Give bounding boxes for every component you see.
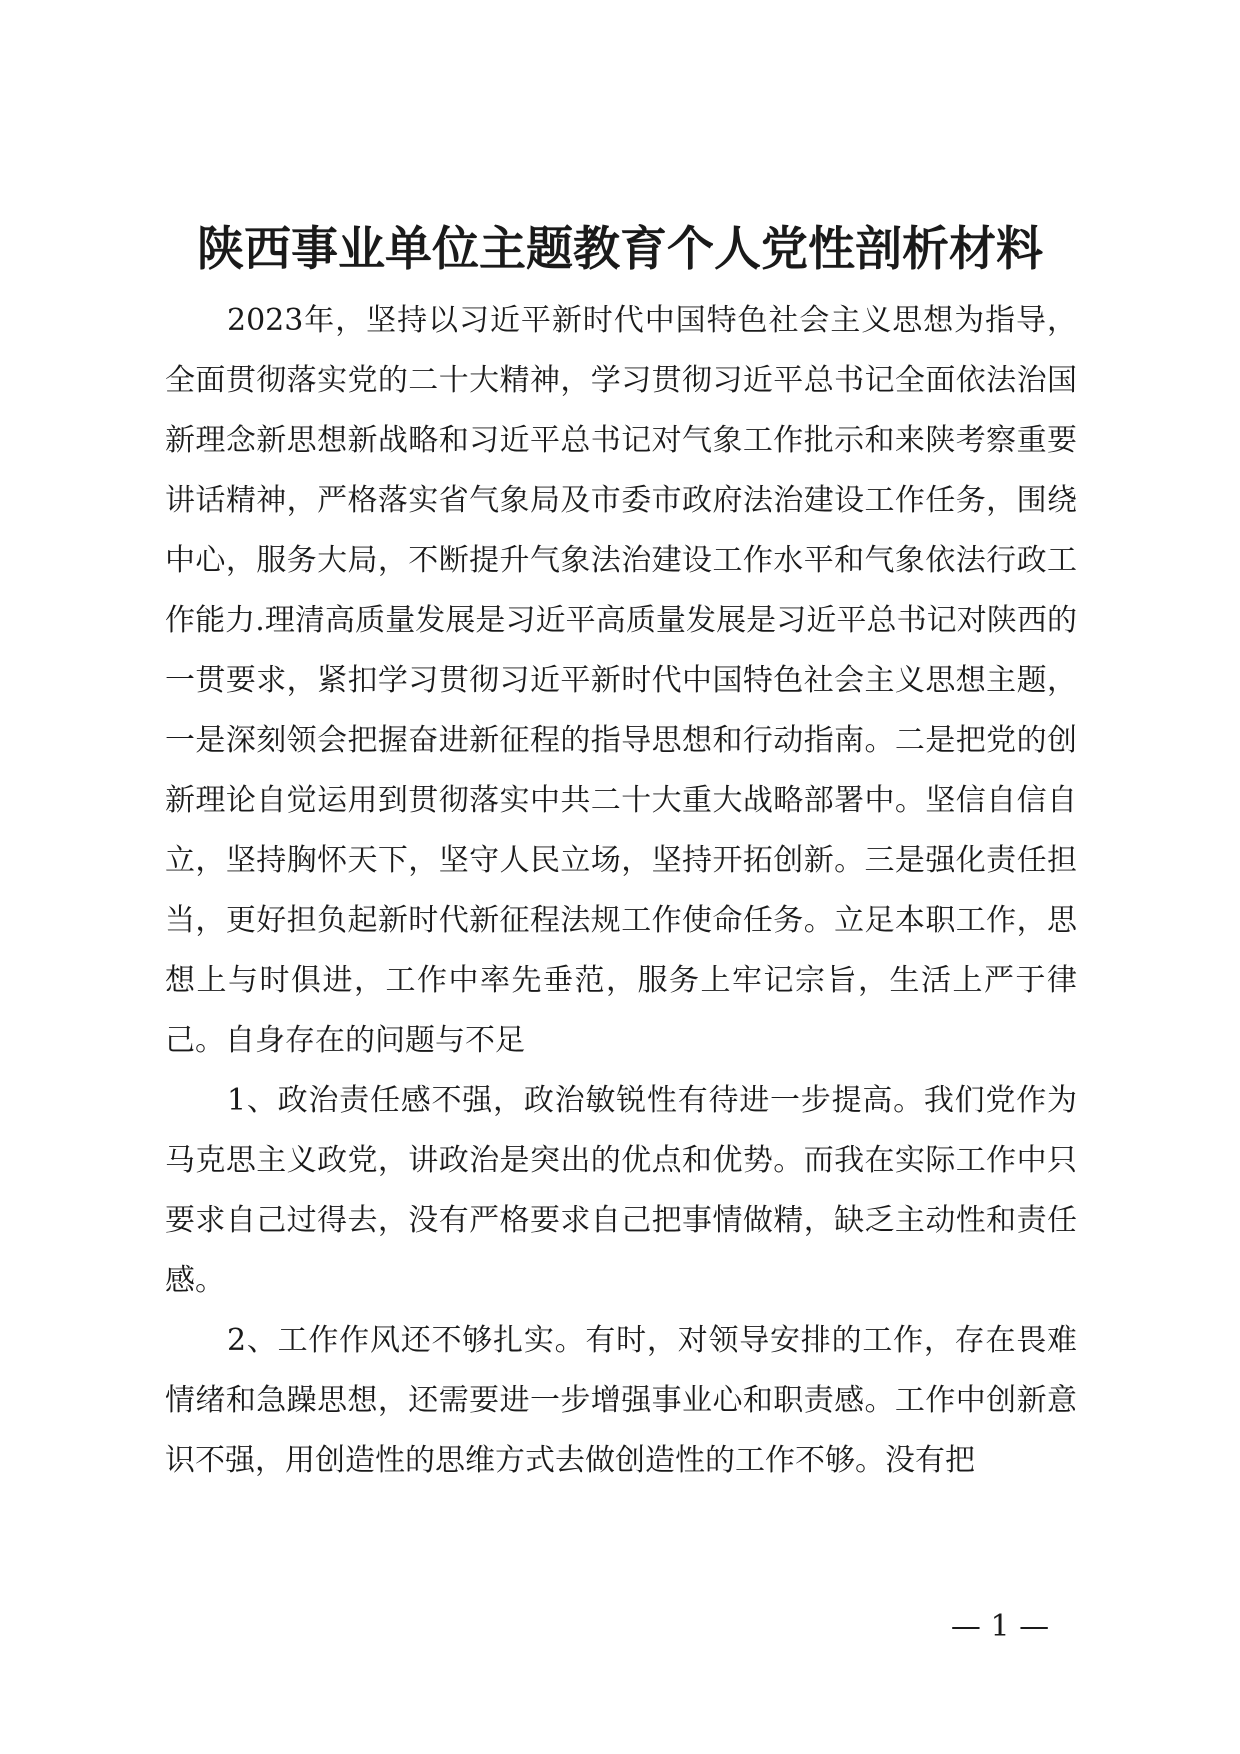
paragraph-intro: 2023年，坚持以习近平新时代中国特色社会主义思想为指导，全面贯彻落实党的二十大精神，学习贯彻习近平总书记全面依法治国新理念新思想新战略和习近平总书记对气象工作批示和来陕考察重要讲话精神，严格落实省气象局及市委市政府法治建设工作任务，围绕中心，服务大局，不断提升气象法治建设工作水平和气象依法行政工作能力.理清高质量发展是习近平高质量发展是习近平总书记对陕西的一贯要求，紧扣学习贯彻习近平新时代中国特色社会主义思想主题，一是深刻领会把握奋进新征程的指导思想和行动指南。二是把党的创新理论自觉运用到贯彻落实中共二十大重大战略部署中。坚信自信自立，坚持胸怀天下，坚守人民立场，坚持开拓创新。三是强化责任担当，更好担负起新时代新征程法规工作使命任务。立足本职工作，思想上与时俱进，工作中率先垂范，服务上牢记宗旨，生活上严于律己。自身存在的问题与不足 (165, 303, 1077, 1058)
document-title: 陕西事业单位主题教育个人党性剖析材料 (197, 222, 1043, 277)
paragraph-issue-1: 1、政治责任感不强，政治敏锐性有待进一步提高。我们党作为马克思主义政党，讲政治是突出的优点和优势。而我在实际工作中只要求自己过得去，没有严格要求自己把事情做精，缺乏主动性和责任感。 (165, 1083, 1077, 1298)
paragraph-issue-2: 2、工作作风还不够扎实。有时，对领导安排的工作，存在畏难情绪和急躁思想，还需要进一步增强事业心和职责感。工作中创新意识不强，用创造性的思维方式去做创造性的工作不够。没有把 (165, 1323, 1077, 1478)
document-body (165, 291, 1077, 1491)
page-number: — 1 — (950, 1609, 1050, 1644)
